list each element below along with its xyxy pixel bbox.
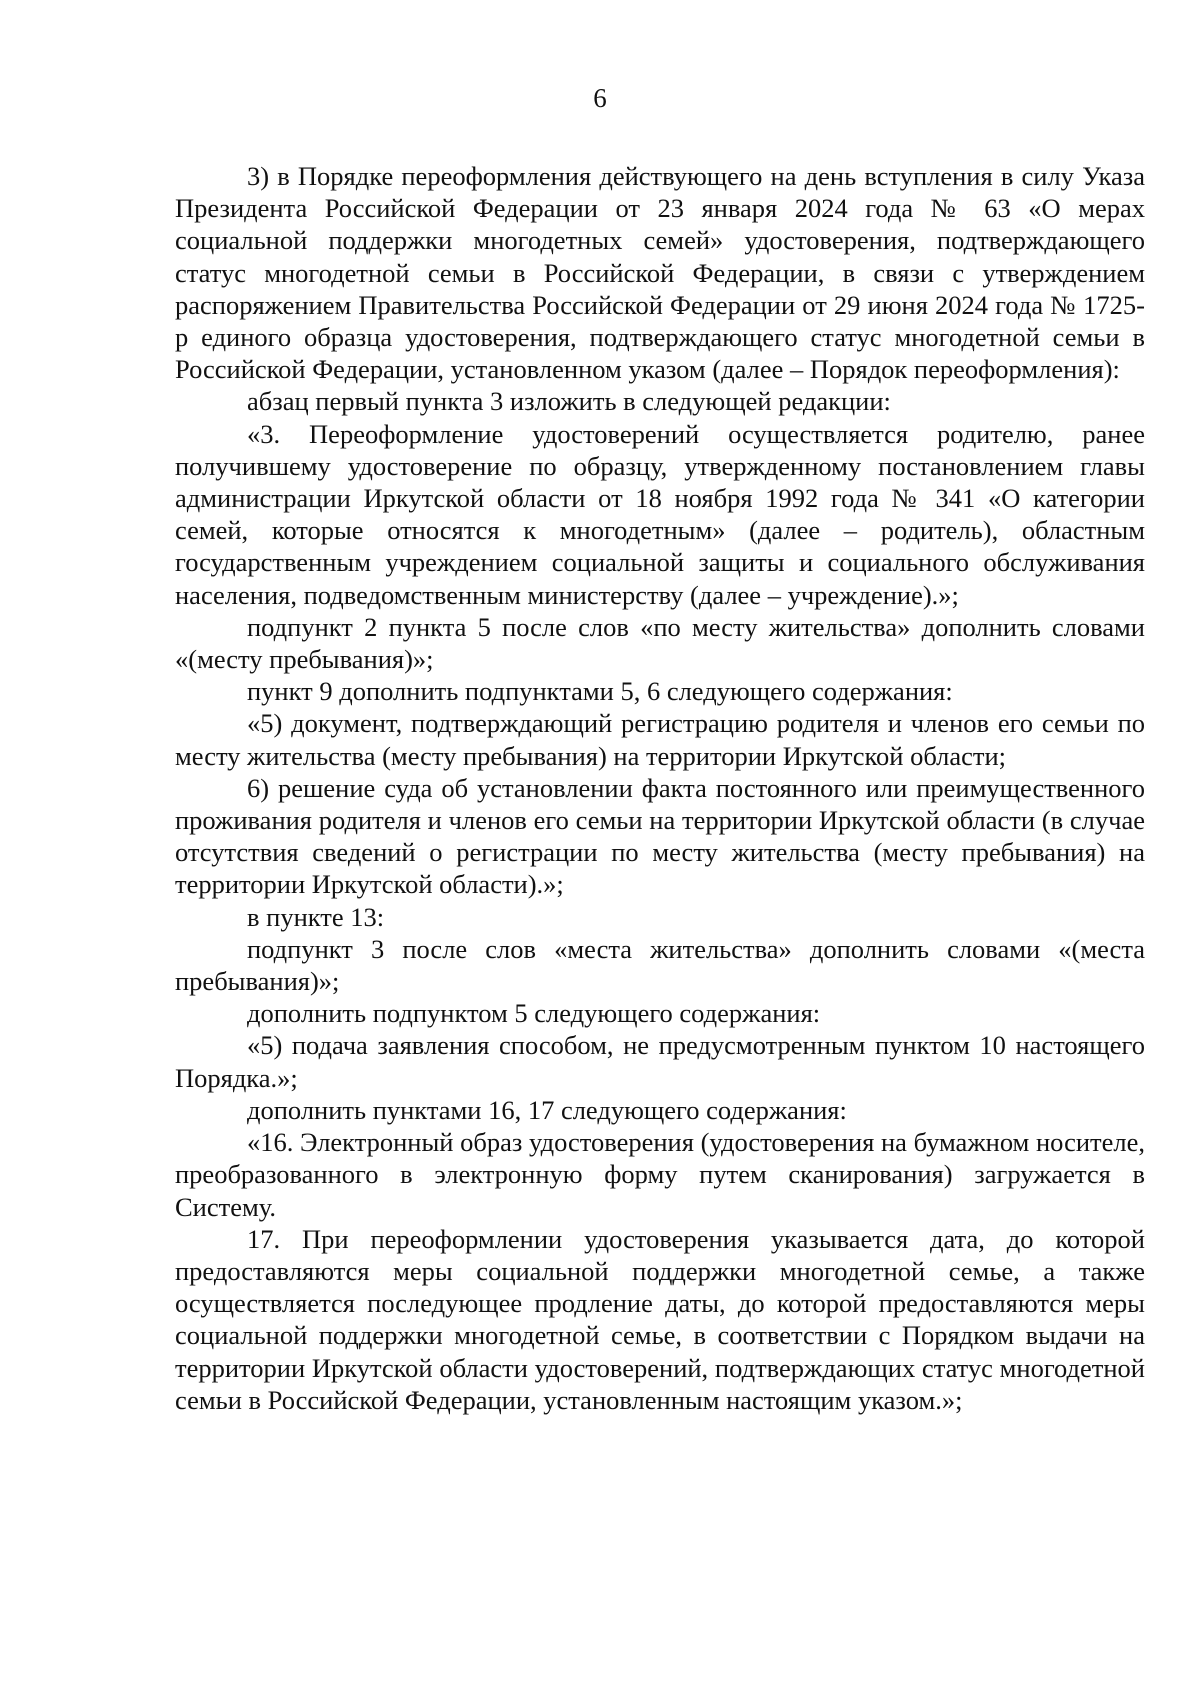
paragraph-8: в пункте 13: <box>247 901 385 932</box>
paragraph-6: «5) документ, подтверждающий регистрацию родителя и членов его семьи по месту жительства (месту пребывания) на территории Иркутской области; <box>175 708 1145 771</box>
paragraph-7: 6) решение суда об установлении факта постоянного или преимущественного проживания родителя и членов его семьи на территории Иркутской области (в случае отсутствия сведений о регистрации по месту жительства (месту пребывания) на территории Иркутской области).»; <box>175 772 1145 900</box>
paragraph-5: пункт 9 дополнить подпунктами 5, 6 следующего содержания: <box>247 676 953 707</box>
paragraph-10: дополнить подпунктом 5 следующего содержания: <box>247 998 821 1029</box>
paragraph-4: подпункт 2 пункта 5 после слов «по месту жительства» дополнить словами «(месту пребывания)»; <box>175 611 1145 675</box>
paragraph-3: «3. Переоформление удостоверений осуществляется родителю, ранее получившему удостоверение по образцу, утвержденному постановлением главы администрации Иркутской области от 18 ноября 1992 года № 341 «О категории семей, которые относятся к многодетным» (далее – родитель), областным государственным учреждением социальной защиты и социального обслуживания населения, подведомственным министерству (далее – учреждение).»; <box>175 418 1145 610</box>
document-body <box>175 160 1145 1416</box>
paragraph-9: подпункт 3 после слов «места жительства» дополнить словами «(места пребывания)»; <box>175 933 1145 997</box>
paragraph-11: «5) подача заявления способом, не предусмотренным пунктом 10 настоящего Порядка.»; <box>175 1030 1145 1093</box>
paragraph-12: дополнить пунктами 16, 17 следующего содержания: <box>247 1094 847 1125</box>
paragraph-2: абзац первый пункта 3 изложить в следующей редакции: <box>247 386 891 417</box>
paragraph-14: 17. При переоформлении удостоверения указывается дата, до которой предоставляются меры социальной поддержки многодетной семье, а также осуществляется последующее продление даты, до которой предоставляются меры социальной поддержки многодетной семье, в соответствии с Порядком выдачи на территории Иркутской области удостоверений, подтверждающих статус многодетной семьи в Российской Федерации, установленным настоящим указом.»; <box>175 1223 1145 1415</box>
paragraph-13: «16. Электронный образ удостоверения (удостоверения на бумажном носителе, преобразованного в электронную форму путем сканирования) загружается в Систему. <box>175 1127 1145 1222</box>
page-number: 6 <box>593 83 607 113</box>
paragraph-1: 3) в Порядке переоформления действующего на день вступления в силу Указа Президента Российской Федерации от 23 января 2024 года № 63 «О мерах социальной поддержки многодетных семей» удостоверения, подтверждающего статус многодетной семьи в Российской Федерации, в связи с утверждением распоряжением Правительства Российской Федерации от 29 июня 2024 года № 1725-р единого образца удостоверения, подтверждающего статус многодетной семьи в Российской Федерации, установленном указом (далее – Порядок переоформления): <box>175 161 1145 385</box>
